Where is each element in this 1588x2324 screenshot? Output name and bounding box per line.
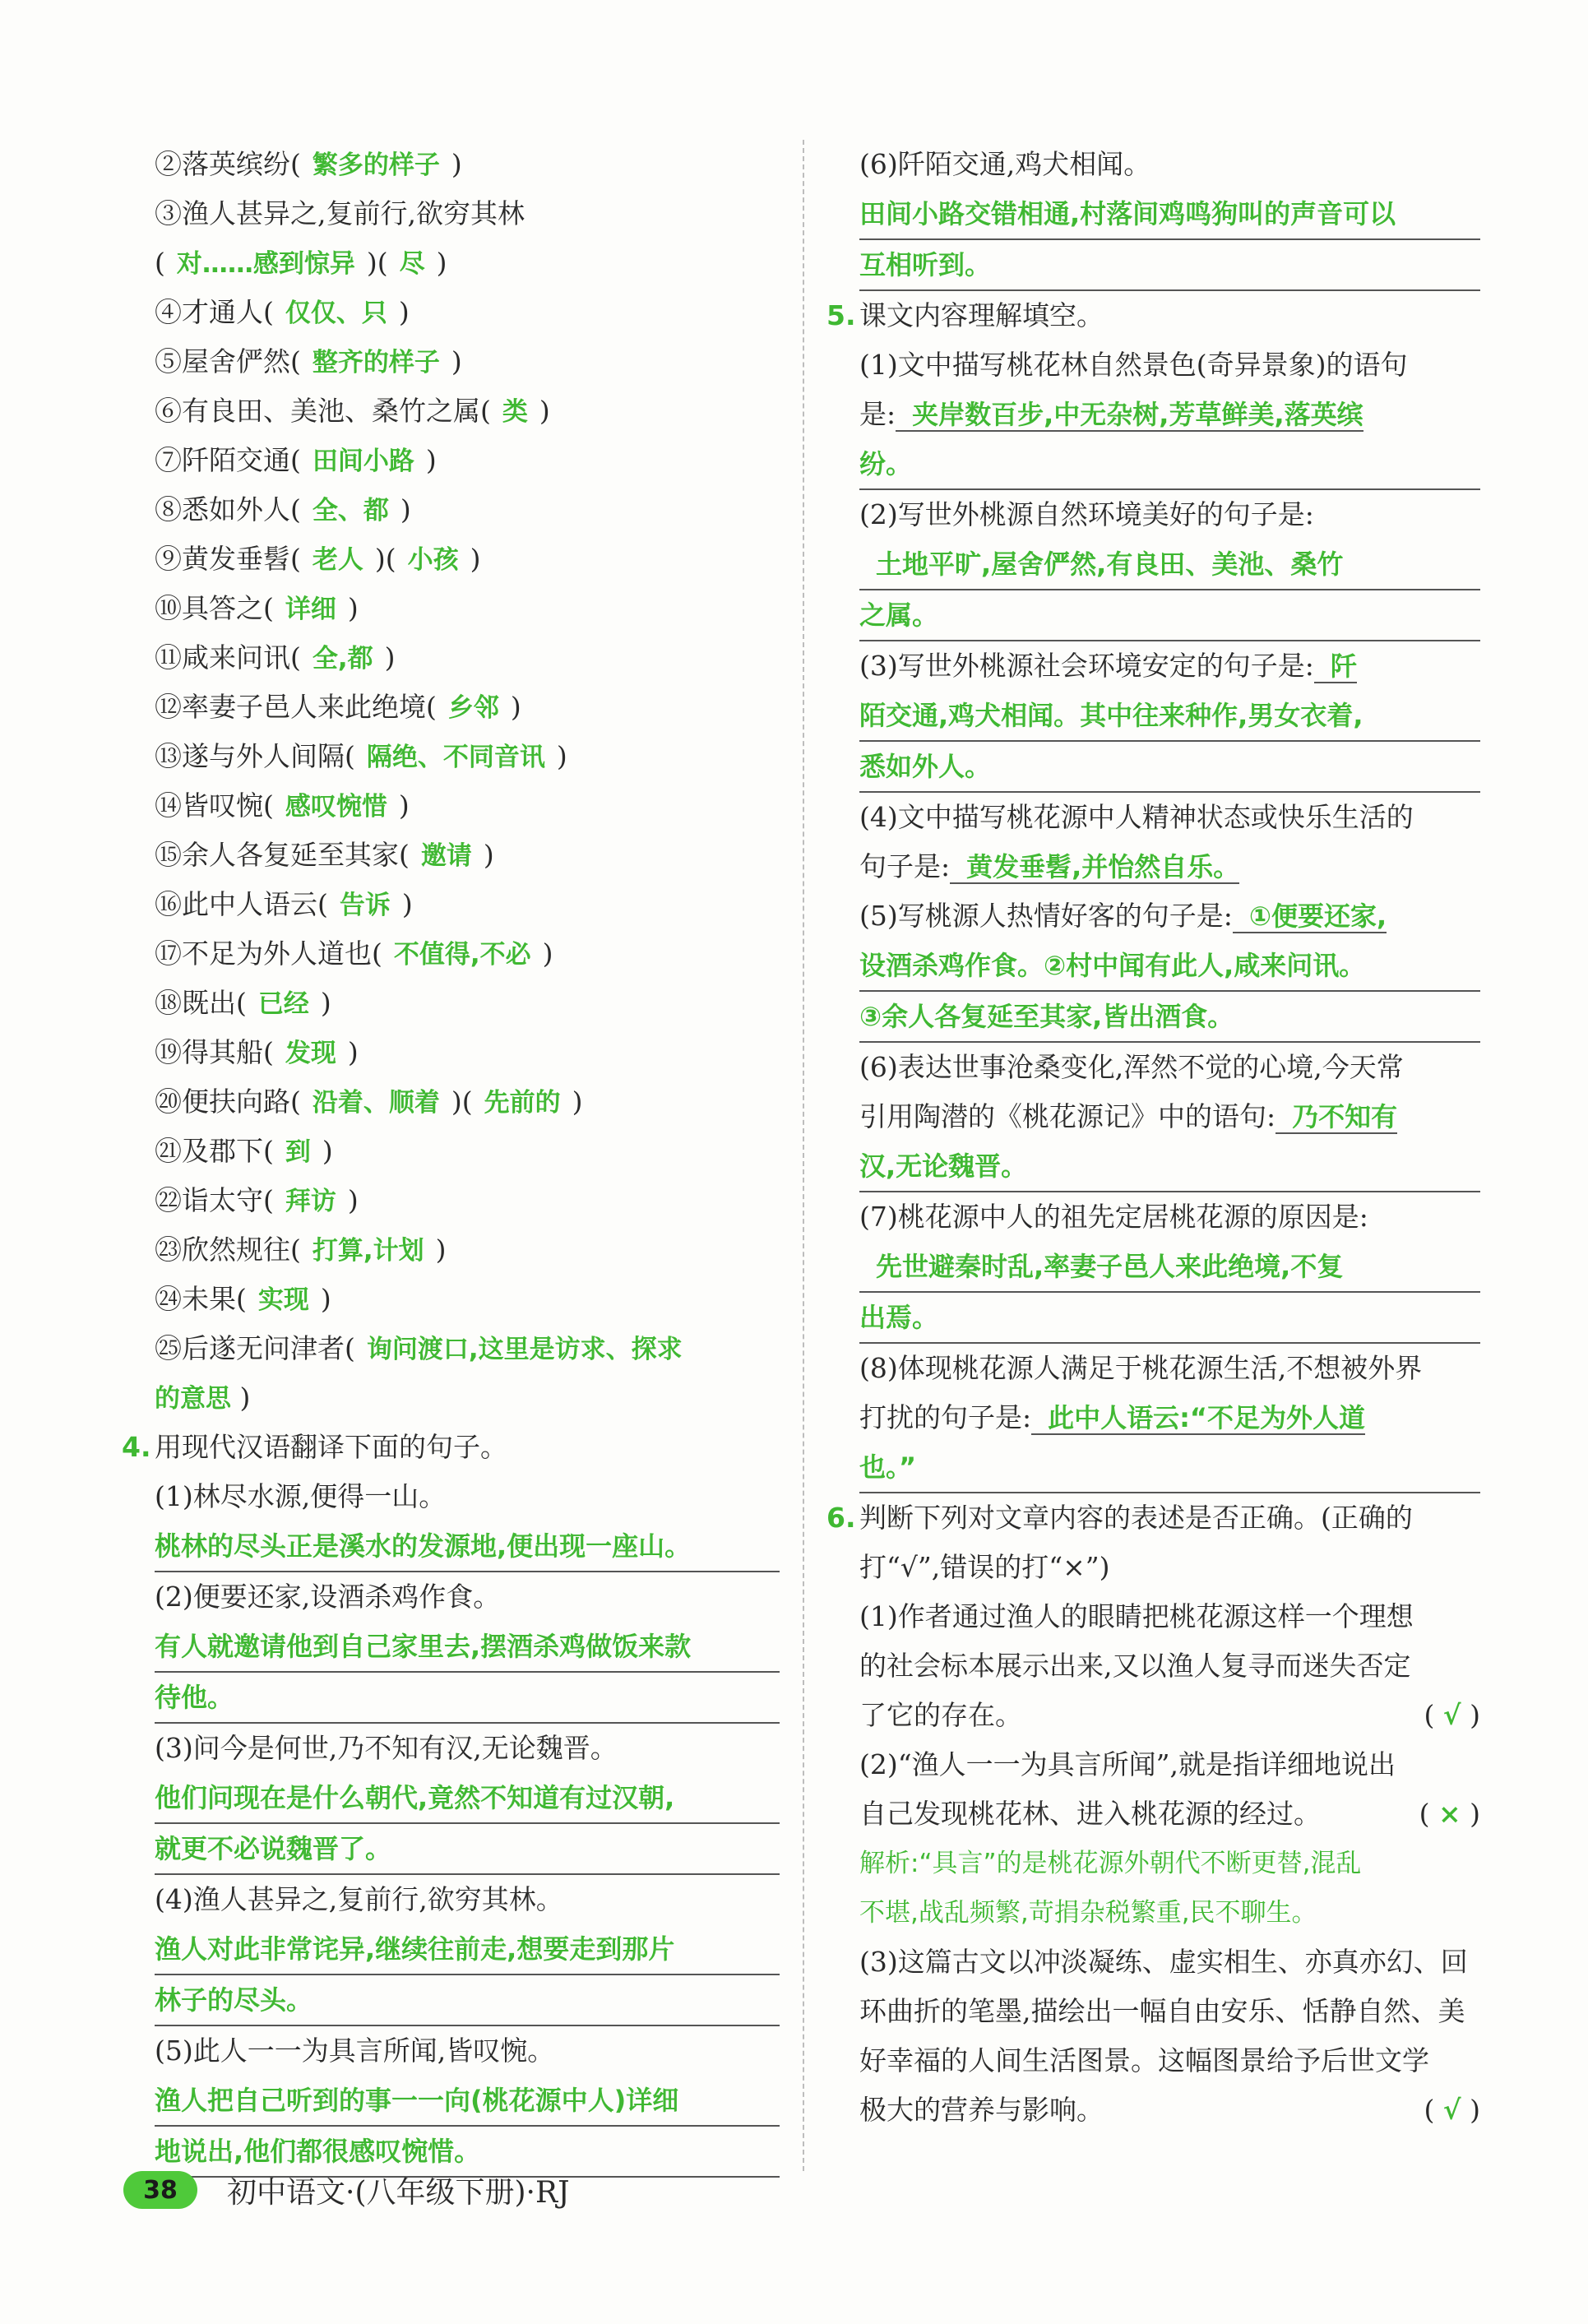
- vocab-item: [155, 732, 780, 781]
- vocab-item: [155, 337, 780, 387]
- vocab-paren: ): [398, 296, 410, 328]
- vocab-answer: 已经: [257, 989, 309, 1019]
- vocab-answer: 详细: [285, 595, 336, 624]
- page-footer: [123, 2164, 570, 2215]
- fill-item: [859, 340, 1480, 490]
- judge-analysis: 不堪,战乱频繁,苛捐杂税繁重,民不聊生。: [859, 1898, 1317, 1928]
- fill-answer: 阡: [1314, 650, 1357, 683]
- fill-item: [859, 793, 1480, 891]
- fill-item: [859, 891, 1480, 1043]
- translation-answer: 林子的尽头。: [155, 1975, 780, 2026]
- vocab-item: [155, 979, 780, 1028]
- question-6-heading: 6. 判断下列对文章内容的表述是否正确。(正确的: [859, 1493, 1480, 1543]
- vocab-answer: 尽: [399, 249, 425, 279]
- vocab-term: ㉒诣太守(: [155, 1184, 274, 1216]
- vocab-answer: 乡邻: [447, 693, 499, 723]
- vocab-answer: 整齐的样子: [312, 348, 440, 377]
- vocab-paren: ): [347, 592, 359, 624]
- fill-question-line: [859, 1092, 1480, 1141]
- vocab-answer: 邀请: [420, 841, 472, 871]
- fill-prefix: (5)写桃源人热情好客的句子是:: [859, 900, 1233, 932]
- vocab-list: [155, 140, 780, 1373]
- fill-question: (2)写世外桃源自然环境美好的句子是:: [859, 498, 1314, 530]
- vocab-term: ⑨黄发垂髫(: [155, 543, 301, 575]
- question-number: 6.: [826, 1502, 856, 1534]
- fill-question: (1)文中描写桃花林自然景色(奇异景象)的语句: [859, 349, 1408, 381]
- fill-question-line: [859, 842, 1480, 891]
- fill-answer: 之属。: [859, 590, 1480, 641]
- judge-text: 的社会标本展示出来,又以渔人复寻而迷失否定: [859, 1650, 1411, 1682]
- vocab-item: [155, 683, 780, 732]
- vocab-paren: ): [320, 987, 331, 1019]
- fill-answer: 土地平旷,屋舍俨然,有良田、美池、桑竹: [859, 539, 1480, 590]
- vocab-paren: )(: [366, 247, 388, 279]
- fill-answer: 出焉。: [859, 1293, 1480, 1344]
- vocab-answer: 田间小路: [312, 447, 414, 476]
- vocab-term: ②落英缤纷(: [155, 148, 301, 180]
- vocab-answer: 先前的: [484, 1088, 561, 1118]
- vocab-answer: 不值得,不必: [393, 940, 531, 970]
- fill-item: [859, 1192, 1480, 1344]
- vocab-item: [155, 436, 780, 485]
- vocab-term: ⑰不足为外人道也(: [155, 937, 382, 970]
- judge-mark-wrap: ( × ): [1419, 1798, 1480, 1830]
- fill-prefix: 句子是:: [859, 850, 951, 882]
- vocab-answer: 打算,计划: [312, 1236, 424, 1266]
- judge-text: (1)作者通过渔人的眼睛把桃花源这样一个理想: [859, 1600, 1414, 1632]
- judge-mark: √: [1442, 2094, 1461, 2126]
- question-6-items: [859, 1592, 1480, 2135]
- translation-answer: 地说出,他们都很感叹惋惜。: [155, 2127, 780, 2178]
- vocab-term: ⑬遂与外人间隔(: [155, 740, 355, 772]
- vocab-paren: ): [347, 1184, 359, 1216]
- translation-question: (3)问今是何世,乃不知有汉,无论魏晋。: [155, 1732, 618, 1764]
- judge-mark-wrap: ( √ ): [1424, 2094, 1480, 2126]
- fill-answer: ③余人各复延至其家,皆出酒食。: [859, 992, 1480, 1043]
- translation-answer: 就更不必说魏晋了。: [155, 1824, 780, 1875]
- vocab-answer: 老人: [312, 545, 363, 575]
- fill-prefix: (3)写世外桃源社会环境安定的句子是:: [859, 650, 1314, 682]
- vocab-paren: )(: [451, 1086, 473, 1118]
- vocab-term: ⑤屋舍俨然(: [155, 345, 301, 377]
- vocab-item: [155, 584, 780, 633]
- translation-item: [155, 1472, 780, 1572]
- judge-text: (2)“渔人一一为具言所闻”,就是指详细地说出: [859, 1748, 1396, 1780]
- vocab-answer: 沿着、顺着: [312, 1088, 440, 1118]
- vocab-answer: 全,都: [312, 644, 373, 674]
- vocab-paren: ): [401, 888, 413, 920]
- vocab-answer: 对……感到惊异: [176, 249, 355, 279]
- translation-item: [155, 1724, 780, 1875]
- vocab-term: ③渔人甚异之,复前行,欲穷其林: [155, 197, 525, 229]
- translation-question: (4)渔人甚异之,复前行,欲穷其林。: [155, 1883, 563, 1915]
- question-5-items: [859, 340, 1480, 1493]
- vocab-paren: )(: [374, 543, 396, 575]
- fill-question-line: [859, 1393, 1480, 1442]
- fill-question: (8)体现桃花源人满足于桃花源生活,不想被外界: [859, 1352, 1423, 1384]
- vocab-paren: ): [436, 247, 447, 279]
- judge-text: (3)这篇古文以冲淡凝练、虚实相生、亦真亦幻、回: [859, 1946, 1468, 1978]
- question-5-heading: 5. 课文内容理解填空。: [859, 291, 1480, 340]
- fill-question: (6)表达世事沧桑变化,浑然不觉的心境,今天常: [859, 1051, 1404, 1083]
- vocab-item: [155, 387, 780, 436]
- vocab-item: [155, 485, 780, 535]
- fill-answer: ①便要还家,: [1233, 900, 1387, 933]
- vocab-paren: ): [320, 1283, 331, 1315]
- vocab-answer: 小孩: [407, 545, 459, 575]
- fill-question: (7)桃花源中人的祖先定居桃花源的原因是:: [859, 1201, 1368, 1233]
- vocab-term: ⑫率妻子邑人来此绝境(: [155, 691, 437, 723]
- vocab-item: [155, 1324, 780, 1373]
- vocab-term: ㉕后遂无问津者(: [155, 1332, 355, 1364]
- vocab-item: [155, 140, 780, 189]
- fill-item: [859, 1043, 1480, 1192]
- vocab-answer: 告诉: [339, 891, 391, 920]
- judge-text: 极大的营养与影响。: [859, 2094, 1104, 2126]
- fill-question: (4)文中描写桃花源中人精神状态或快乐生活的: [859, 801, 1414, 833]
- fill-answer: 夹岸数百步,中无杂树,芳草鲜美,落英缤: [896, 399, 1363, 432]
- vocab-paren: ): [556, 740, 567, 772]
- fill-question-line: [859, 891, 1480, 941]
- judge-mark: √: [1442, 1699, 1461, 1731]
- judge-mark: ×: [1438, 1798, 1461, 1830]
- vocab-paren: ): [322, 1135, 333, 1167]
- vocab-answer: 发现: [285, 1039, 336, 1068]
- fill-answer: 设酒杀鸡作食。②村中闻有此人,咸来问讯。: [859, 941, 1480, 992]
- vocab-item: [155, 831, 780, 880]
- vocab-paren: ): [510, 691, 521, 723]
- vocab-answer: 仅仅、只: [285, 299, 387, 328]
- fill-question-line: [859, 641, 1480, 691]
- vocab-answer: 到: [285, 1137, 311, 1167]
- judge-line: [859, 1789, 1480, 1839]
- fill-answer: 汉,无论魏晋。: [859, 1141, 1480, 1192]
- translation-answer: 田间小路交错相通,村落间鸡鸣狗叫的声音可以: [859, 189, 1480, 240]
- vocab-paren: ): [451, 345, 462, 377]
- vocab-item: [155, 288, 780, 337]
- judge-text: 了它的存在。: [859, 1699, 1022, 1731]
- fill-answer: 悉如外人。: [859, 742, 1480, 793]
- vocab-term: ⑦阡陌交通(: [155, 444, 301, 476]
- vocab-tail: 的意思 ): [155, 1382, 251, 1414]
- right-column: [826, 140, 1480, 2135]
- vocab-paren: ): [384, 641, 396, 674]
- column-divider: [803, 140, 804, 2171]
- fill-question-line: [859, 390, 1480, 439]
- fill-answer: 陌交通,鸡犬相闻。其中往来种作,男女衣着,: [859, 691, 1480, 742]
- vocab-term: ⑱既出(: [155, 987, 247, 1019]
- fill-answer: 此中人语云:“不足为外人道: [1031, 1402, 1365, 1435]
- vocab-item: [155, 633, 780, 683]
- vocab-term: ㉔未果(: [155, 1283, 247, 1315]
- vocab-answer: 全、都: [312, 496, 389, 525]
- page-number-badge: 38: [123, 2171, 197, 2209]
- translation-item: [155, 1572, 780, 1724]
- translation-answer: 渔人把自己听到的事一一向(桃花源中人)详细: [155, 2076, 780, 2127]
- fill-prefix: 引用陶潜的《桃花源记》中的语句:: [859, 1100, 1276, 1132]
- question-4-heading: 4. 用现代汉语翻译下面的句子。: [155, 1423, 780, 1472]
- fill-item: [859, 1344, 1480, 1493]
- fill-answer: 纷。: [859, 439, 1480, 490]
- vocab-term: ㉓欣然规往(: [155, 1234, 301, 1266]
- vocab-answer: 繁多的样子: [312, 150, 440, 180]
- fill-answer: 也。”: [859, 1442, 1480, 1493]
- vocab-item: [155, 1176, 780, 1225]
- judge-mark-wrap: ( √ ): [1424, 1699, 1480, 1731]
- fill-answer: 乃不知有: [1275, 1101, 1397, 1134]
- question-4-items: [155, 1472, 780, 2178]
- vocab-answer: 感叹惋惜: [285, 792, 387, 822]
- vocab-item: [155, 880, 780, 929]
- translation-question: (2)便要还家,设酒杀鸡作食。: [155, 1581, 501, 1613]
- vocab-answer: 实现: [257, 1285, 309, 1315]
- judge-text: 自己发现桃花林、进入桃花源的经过。: [859, 1798, 1321, 1830]
- vocab-answer: 拜访: [285, 1187, 336, 1216]
- vocab-paren: ): [347, 1036, 359, 1068]
- fill-answer: 先世避秦时乱,率妻子邑人来此绝境,不复: [859, 1242, 1480, 1293]
- vocab-term: ⑧悉如外人(: [155, 493, 301, 525]
- fill-prefix: 打扰的句子是:: [859, 1401, 1032, 1433]
- translation-answer: 有人就邀请他到自己家里去,摆酒杀鸡做饭来款: [155, 1622, 780, 1673]
- vocab-item: [155, 929, 780, 979]
- vocab-item: [155, 1028, 780, 1077]
- judge-line: [859, 1691, 1480, 1740]
- vocab-item: [155, 1225, 780, 1275]
- translation-item: [155, 1875, 780, 2026]
- vocab-term: ⑲得其船(: [155, 1036, 274, 1068]
- translation-answer: 他们问现在是什么朝代,竟然不知道有过汉朝,: [155, 1773, 780, 1824]
- vocab-paren: ): [483, 839, 494, 871]
- vocab-term: ⑥有良田、美池、桑竹之属(: [155, 395, 491, 427]
- vocab-item: [155, 1127, 780, 1176]
- vocab-term: ⑭皆叹惋(: [155, 789, 274, 822]
- vocab-paren: ): [470, 543, 481, 575]
- fill-item: [859, 641, 1480, 793]
- vocab-term: ⑮余人各复延至其家(: [155, 839, 410, 871]
- vocab-item: [155, 1077, 780, 1127]
- fill-prefix: 是:: [859, 398, 896, 430]
- vocab-term: ㉑及郡下(: [155, 1135, 274, 1167]
- vocab-term: ⑯此中人语云(: [155, 888, 328, 920]
- vocab-term: ④才通人(: [155, 296, 274, 328]
- vocab-item: [155, 189, 780, 238]
- vocab-paren: ): [398, 789, 410, 822]
- vocab-paren: ): [425, 444, 437, 476]
- judge-text: 环曲折的笔墨,描绘出一幅自由安乐、恬静自然、美: [859, 1995, 1465, 2027]
- translation-answer: 渔人对此非常诧异,继续往前走,想要走到那片: [155, 1924, 780, 1975]
- judge-item: [859, 1937, 1480, 2135]
- translation-question: (1)林尽水源,便得一山。: [155, 1480, 447, 1512]
- question-number: 5.: [826, 299, 856, 331]
- translation-item: [155, 2026, 780, 2178]
- vocab-paren: ): [539, 395, 550, 427]
- question-4-item-6: (6)阡陌交通,鸡犬相闻。 田间小路交错相通,村落间鸡鸣狗叫的声音可以 互相听到。: [859, 140, 1480, 291]
- fill-item: [859, 490, 1480, 641]
- vocab-term: ⑩具答之(: [155, 592, 274, 624]
- translation-answer: 互相听到。: [859, 240, 1480, 291]
- question-6-heading-cont: 打“√”,错误的打“×”): [859, 1551, 1110, 1583]
- judge-item: [859, 1592, 1480, 1740]
- vocab-answer: 类: [502, 397, 528, 427]
- judge-text: 好幸福的人间生活图景。这幅图景给予后世文学: [859, 2044, 1429, 2076]
- vocab-paren: ): [435, 1234, 447, 1266]
- vocab-paren: ): [542, 937, 553, 970]
- translation-answer: 待他。: [155, 1673, 780, 1724]
- question-number: 4.: [122, 1431, 151, 1463]
- vocab-paren: ): [400, 493, 411, 525]
- translation-question: (5)此人一一为具言所闻,皆叹惋。: [155, 2035, 555, 2067]
- vocab-paren: ): [451, 148, 462, 180]
- book-title: 初中语文·(八年级下册)·RJ: [227, 2175, 570, 2210]
- vocab-item: [155, 535, 780, 584]
- vocab-answer: 隔绝、不同音讯: [366, 743, 545, 772]
- judge-item: [859, 1740, 1480, 1937]
- vocab-item: [155, 1275, 780, 1324]
- vocab-term: ⑪咸来问讯(: [155, 641, 301, 674]
- translation-answer: 桃林的尽头正是溪水的发源地,便出现一座山。: [155, 1521, 780, 1572]
- left-column: [122, 140, 780, 2178]
- judge-line: [859, 2086, 1480, 2135]
- vocab-item: [155, 781, 780, 831]
- vocab-paren: ): [572, 1086, 583, 1118]
- vocab-item: [155, 238, 780, 288]
- vocab-term: (: [155, 247, 165, 279]
- judge-analysis: 解析:“具言”的是桃花源外朝代不断更替,混乱: [859, 1849, 1362, 1878]
- vocab-term: ⑳便扶向路(: [155, 1086, 301, 1118]
- vocab-answer: 询问渡口,这里是访求、探求: [366, 1335, 683, 1364]
- fill-answer: 黄发垂髫,并怡然自乐。: [950, 851, 1239, 884]
